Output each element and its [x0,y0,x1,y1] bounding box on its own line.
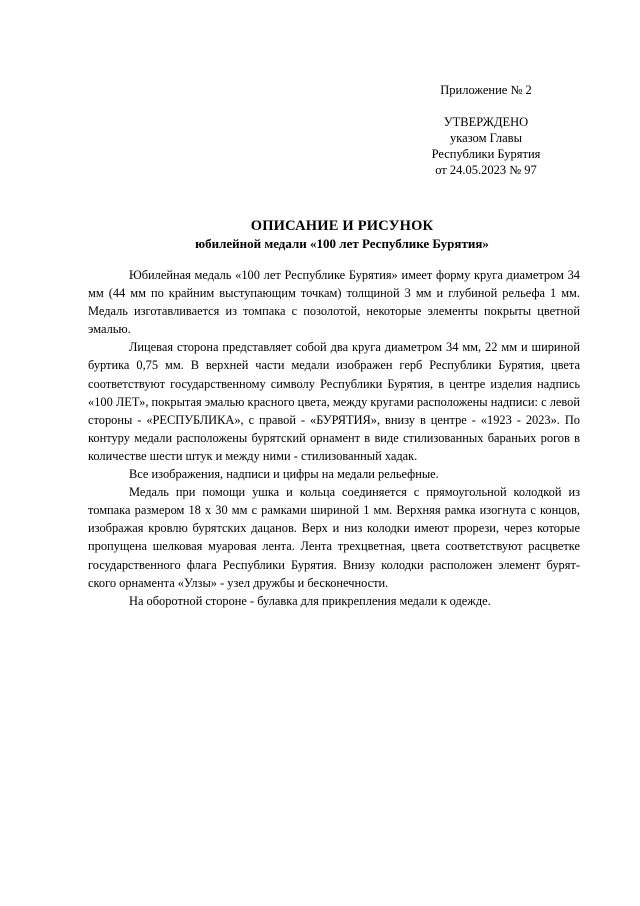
approved-date-line: от 24.05.2023 № 97 [435,163,537,177]
paragraph-shape: Юбилейная медаль «100 лет Республике Бурятия» имеет форму круга диаметром 34 мм (44 мм по крайним выступающим точкам) толщиной 3 мм и глубиной рельефа 1 мм. Медаль изготавливается из томпака с позолотой, некоторые элементы покрыты цветной эмалью. [88,268,580,337]
document-title [92,218,592,252]
approved-by-line: указом Главы [450,131,522,145]
approved-republic-line: Республики Бурятия [431,147,541,161]
paragraph-relief: Все изображения, надписи и цифры на медали рельефные. [129,467,439,482]
title-main: ОПИСАНИЕ И РИСУНОК [250,218,434,234]
annex-number: Приложение № 2 [440,83,532,97]
paragraph-reverse: На оборотной стороне - булавка для прикрепления медали к одежде. [129,593,491,608]
approved-label: УТВЕРЖДЕНО [443,115,529,129]
annex-header [420,82,552,178]
document-body [88,266,580,610]
title-subtitle: юбилейной медали «100 лет Республике Бурятия» [195,236,489,251]
paragraph-ribbon-mount: Медаль при помощи ушка и кольца соединяется с прямоугольной колодкой из томпака размером 18 х 30 мм с рамками шириной 1 мм. Верхняя рамка изогнута с концов, изображая кровлю бурятских дацанов. Верх и низ колодки имеют прорези, через которые пропущена шелковая муаровая лента. Лента трехцветная, цвета соответствуют расцветке государственного флага Республики Бурятия. Внизу колодки расположен элемент бурятского орнамента «Улзы» - узел дружбы и бесконечности. [88,485,580,590]
paragraph-obverse: Лицевая сторона представляет собой два круга диаметром 34 мм, 22 мм и шириной буртика 0,75 мм. В верхней части медали изображен герб Республики Бурятия, цвета соответствуют государственному символу Республики Бурятия, в центре изделия надпись «100 ЛЕТ», покрытая эмалью красного цвета, между кругами расположены надписи: с левой стороны - «РЕСПУБЛИКА», с правой - «БУРЯТИЯ», внизу в центре - «1923 - 2023». По контуру медали расположены бурятский орнамент в виде стилизованных бараньих рогов в количестве шести штук и между ними - стилизованный хадак. [88,340,580,463]
